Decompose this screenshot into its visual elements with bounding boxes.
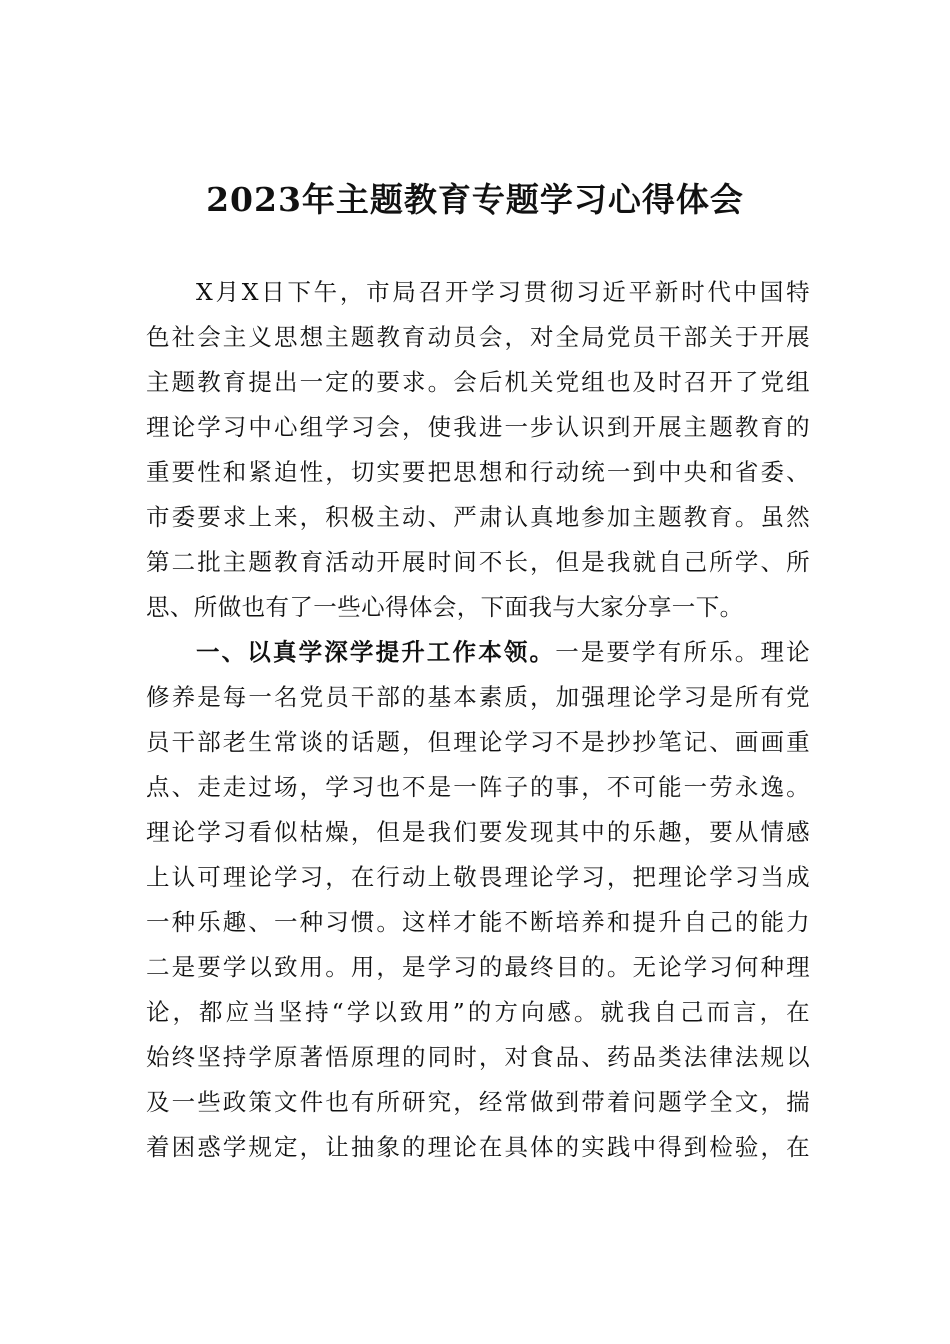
paragraph-2-line-8: 二是要学以致用。用，是学习的最终目的。无论学习何种理 [146, 953, 810, 981]
paragraph-2-line-7: 一种乐趣、一种习惯。这样才能不断培养和提升自己的能力 [146, 908, 810, 936]
paragraph-1-line-1: X月X日下午，市局召开学习贯彻习近平新时代中国特 [196, 278, 810, 306]
paragraph-2-line-1 [146, 630, 810, 675]
paragraph-1-line-4: 理论学习中心组学习会，使我进一步认识到开展主题教育的 [146, 413, 810, 441]
paragraph-2-line-9: 论，都应当坚持“学以致用”的方向感。就我自己而言，在 [146, 998, 810, 1026]
paragraph-2-line-6: 上认可理论学习，在行动上敬畏理论学习，把理论学习当成 [146, 863, 810, 891]
paragraph-1-line-6: 市委要求上来，积极主动、严肃认真地参加主题教育。虽然 [146, 503, 810, 531]
paragraph-2-line-11: 及一些政策文件也有所研究，经常做到带着问题学全文，揣 [146, 1088, 810, 1116]
section-heading: 一、以真学深学提升工作本领。 [196, 638, 556, 666]
paragraph-2-line-10: 始终坚持学原著悟原理的同时，对食品、药品类法律法规以 [146, 1043, 810, 1071]
paragraph-1-line-5: 重要性和紧迫性，切实要把思想和行动统一到中央和省委、 [146, 458, 810, 486]
paragraph-2-line-4: 点、走走过场，学习也不是一阵子的事，不可能一劳永逸。 [146, 773, 810, 801]
paragraph-1-line-7: 第二批主题教育活动开展时间不长，但是我就自己所学、所 [146, 548, 810, 576]
paragraph-2-line-3: 员干部老生常谈的话题，但理论学习不是抄抄笔记、画画重 [146, 728, 810, 756]
paragraph-2-line-12: 着困惑学规定，让抽象的理论在具体的实践中得到检验，在 [146, 1133, 810, 1161]
document-body [146, 270, 810, 1170]
paragraph-1-line-2: 色社会主义思想主题教育动员会，对全局党员干部关于开展 [146, 323, 810, 351]
paragraph-1-line-3: 主题教育提出一定的要求。会后机关党组也及时召开了党组 [146, 368, 810, 396]
document-title: 2023年主题教育专题学习心得体会 [206, 180, 744, 219]
paragraph-2-line-1-rest: 一是要学有所乐。理论 [555, 638, 810, 666]
paragraph-2-line-2: 修养是每一名党员干部的基本素质，加强理论学习是所有党 [146, 683, 810, 711]
paragraph-1-line-8: 思、所做也有了一些心得体会，下面我与大家分享一下。 [146, 593, 744, 621]
paragraph-2-line-5: 理论学习看似枯燥，但是我们要发现其中的乐趣，要从情感 [146, 818, 810, 846]
